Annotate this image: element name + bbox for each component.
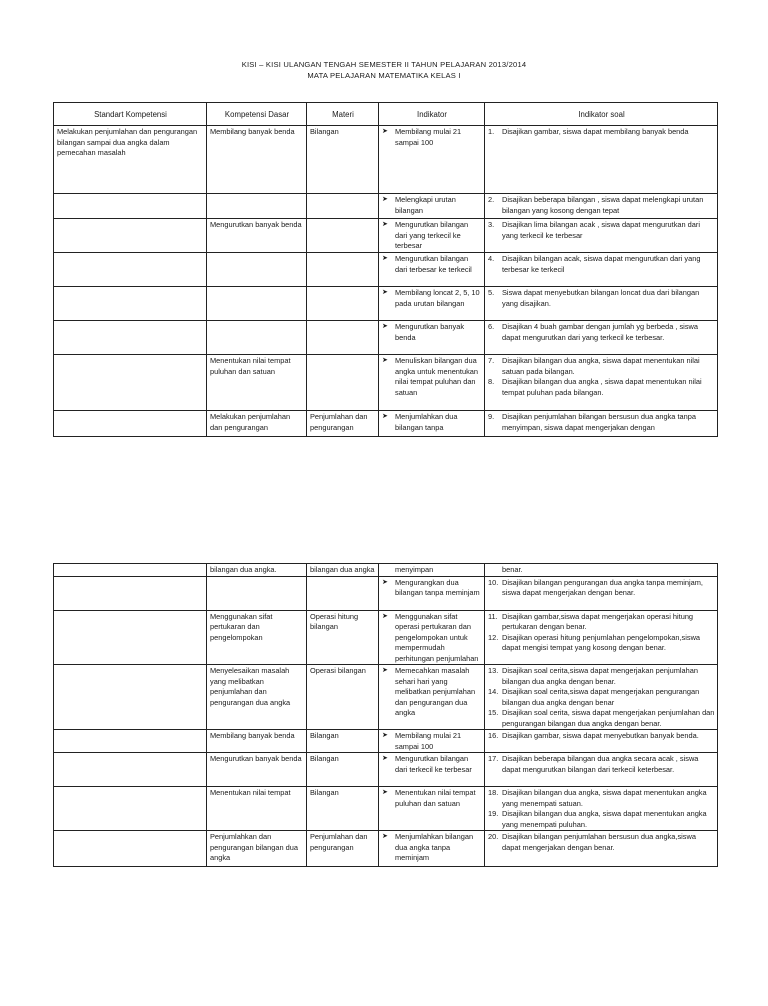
cell-indikator-soal xyxy=(485,287,718,321)
soal-text: Disajikan bilangan dua angka, siswa dapat menentukan angka yang menempati satuan. xyxy=(502,788,707,808)
soal-item xyxy=(488,708,715,729)
table-row xyxy=(54,287,718,321)
soal-number: 20. xyxy=(488,832,499,842)
cell-materi: Bilangan xyxy=(307,753,379,787)
indikator-text: Membilang mulai 21 sampai 100 xyxy=(395,127,462,147)
soal-text: Disajikan gambar, siswa dapat menyebutkan banyak benda. xyxy=(502,731,699,741)
soal-number: 11. xyxy=(488,611,498,621)
soal-text: Disajikan bilangan dua angka, siswa dapat menentukan angka yang menempati puluhan. xyxy=(502,809,707,829)
table-row xyxy=(54,194,718,219)
indikator-item xyxy=(382,612,482,665)
soal-text: Disajikan 4 buah gambar dengan jumlah yg berbeda , siswa dapat mengurutkan dari yang terkecil ke terbesar. xyxy=(502,322,698,342)
soal-number: 13. xyxy=(488,666,499,676)
arrow-bullet-icon: ➤ xyxy=(382,833,388,841)
soal-number xyxy=(488,565,502,576)
table-row xyxy=(54,126,718,194)
soal-number: 6. xyxy=(488,322,495,331)
soal-item xyxy=(488,666,715,687)
arrow-bullet-icon: ➤ xyxy=(382,755,388,763)
cell-standart-kompetensi xyxy=(54,576,207,610)
table-row xyxy=(54,564,718,577)
arrow-bullet-icon: ➤ xyxy=(382,413,388,420)
cell-kompetensi-dasar: Menyelesaikan masalah yang melibatkan penjumlahan dan pengurangan dua angka xyxy=(207,665,307,730)
soal-item xyxy=(488,633,715,654)
cell-kompetensi-dasar xyxy=(207,253,307,287)
cell-indikator xyxy=(379,564,485,577)
indikator-item xyxy=(382,288,482,309)
cell-kompetensi-dasar xyxy=(207,576,307,610)
soal-item xyxy=(488,220,715,241)
soal-number: 10. xyxy=(488,577,499,587)
soal-text: Disajikan gambar,siswa dapat mengerjakan operasi hitung pertukaran dengan benar. xyxy=(502,611,694,632)
cell-standart-kompetensi xyxy=(54,253,207,287)
indikator-text: Mengurutkan bilangan dari terkecil ke terbesar xyxy=(395,754,472,774)
arrow-bullet-icon xyxy=(382,565,395,576)
soal-text: Disajikan gambar, siswa dapat membilang banyak benda xyxy=(502,127,689,136)
cell-standart-kompetensi xyxy=(54,665,207,730)
cell-standart-kompetensi xyxy=(54,287,207,321)
soal-number: 14. xyxy=(488,687,499,697)
table-row xyxy=(54,253,718,287)
cell-indikator xyxy=(379,355,485,411)
header-materi: Materi xyxy=(307,103,379,126)
cell-indikator-soal xyxy=(485,576,718,610)
soal-text: Disajikan bilangan acak, siswa dapat mengurutkan dari yang terbesar ke terkecil xyxy=(502,254,701,274)
cell-standart-kompetensi xyxy=(54,411,207,437)
soal-item xyxy=(488,195,715,216)
indikator-item xyxy=(382,195,482,216)
soal-number: 4. xyxy=(488,254,495,263)
arrow-bullet-icon: ➤ xyxy=(382,612,388,620)
soal-text: Disajikan operasi hitung penjumlahan pengelompokan,siswa dapat mengisi tempat yang kosong dengan benar. xyxy=(502,632,701,653)
cell-kompetensi-dasar: Membilang banyak benda xyxy=(207,126,307,194)
cell-materi xyxy=(307,576,379,610)
cell-indikator-soal xyxy=(485,831,718,867)
arrow-bullet-icon: ➤ xyxy=(382,323,388,330)
arrow-bullet-icon: ➤ xyxy=(382,732,388,740)
soal-text: Siswa dapat menyebutkan bilangan loncat dua dari bilangan yang disajikan. xyxy=(502,288,700,308)
cell-indikator-soal xyxy=(485,753,718,787)
soal-number: 1. xyxy=(488,127,495,136)
table-header-row xyxy=(54,103,718,126)
soal-item xyxy=(488,687,715,708)
cell-indikator xyxy=(379,287,485,321)
cell-materi: Penjumlahan dan pengurangan xyxy=(307,411,379,437)
indikator-text: Mengurutkan bilangan dari yang terkecil ke terbesar xyxy=(395,220,469,251)
cell-materi: bilangan dua angka xyxy=(307,564,379,577)
arrow-bullet-icon: ➤ xyxy=(382,196,388,203)
arrow-bullet-icon: ➤ xyxy=(382,221,388,228)
cell-indikator xyxy=(379,126,485,194)
table-row xyxy=(54,753,718,787)
cell-standart-kompetensi: Melakukan penjumlahan dan pengurangan bilangan sampai dua angka dalam pemecahan masalah xyxy=(54,126,207,194)
soal-number: 16. xyxy=(488,731,499,741)
cell-indikator xyxy=(379,219,485,253)
soal-number: 3. xyxy=(488,220,495,229)
kisi-table-page2 xyxy=(53,563,718,867)
arrow-bullet-icon: ➤ xyxy=(382,578,388,586)
cell-kompetensi-dasar: bilangan dua angka. xyxy=(207,564,307,577)
cell-materi xyxy=(307,287,379,321)
table-row xyxy=(54,787,718,831)
soal-text: benar. xyxy=(502,565,523,574)
indikator-item xyxy=(382,254,482,275)
arrow-bullet-icon: ➤ xyxy=(382,789,388,797)
soal-number: 18. xyxy=(488,788,499,798)
cell-indikator xyxy=(379,411,485,437)
cell-materi: Bilangan xyxy=(307,730,379,753)
indikator-text: Menggunakan sifat operasi pertukaran dan pengelompokan untuk mempermudah perhitungan penjumlahan xyxy=(395,611,479,663)
cell-kompetensi-dasar: Mengurutkan banyak benda xyxy=(207,219,307,253)
cell-indikator xyxy=(379,194,485,219)
cell-kompetensi-dasar: Menentukan nilai tempat puluhan dan satuan xyxy=(207,355,307,411)
soal-item xyxy=(488,612,715,633)
cell-materi xyxy=(307,219,379,253)
indikator-item xyxy=(382,412,482,433)
soal-item xyxy=(488,809,715,830)
soal-number: 7. xyxy=(488,356,495,365)
cell-standart-kompetensi xyxy=(54,610,207,665)
soal-item xyxy=(488,356,715,377)
cell-standart-kompetensi xyxy=(54,564,207,577)
arrow-bullet-icon: ➤ xyxy=(382,357,388,364)
cell-materi xyxy=(307,321,379,355)
soal-number: 8. xyxy=(488,377,495,387)
arrow-bullet-icon: ➤ xyxy=(382,128,388,135)
indikator-text: Menentukan nilai tempat puluhan dan satuan xyxy=(395,788,476,808)
arrow-bullet-icon: ➤ xyxy=(382,255,388,262)
soal-number: 9. xyxy=(488,412,495,421)
header-standart-kompetensi: Standart Kompetensi xyxy=(54,103,207,126)
soal-number: 2. xyxy=(488,195,495,204)
indikator-item xyxy=(382,356,482,398)
cell-standart-kompetensi xyxy=(54,831,207,867)
indikator-item xyxy=(382,220,482,252)
kisi-table-page1 xyxy=(53,102,718,437)
table-row xyxy=(54,321,718,355)
soal-item xyxy=(488,731,715,742)
table-row xyxy=(54,355,718,411)
table-row xyxy=(54,576,718,610)
cell-indikator-soal xyxy=(485,126,718,194)
cell-indikator-soal xyxy=(485,564,718,577)
indikator-item xyxy=(382,322,482,343)
header-indikator: Indikator xyxy=(379,103,485,126)
soal-text: Disajikan bilangan dua angka, siswa dapat menentukan nilai satuan pada bilangan. xyxy=(502,356,700,376)
table-row xyxy=(54,831,718,867)
indikator-item xyxy=(382,666,482,719)
cell-kompetensi-dasar: Membilang banyak benda xyxy=(207,730,307,753)
soal-item xyxy=(488,254,715,275)
arrow-bullet-icon: ➤ xyxy=(382,289,388,296)
soal-item xyxy=(488,832,715,853)
cell-standart-kompetensi xyxy=(54,219,207,253)
cell-materi: Operasi bilangan xyxy=(307,665,379,730)
soal-text: Disajikan bilangan dua angka , siswa dapat menentukan nilai tempat puluhan pada bilangan. xyxy=(502,377,702,397)
soal-text: Disajikan soal cerita,siswa dapat mengerjakan pengurangan bilangan dua angka dengan benar xyxy=(502,687,700,707)
soal-text: Disajikan bilangan penjumlahan bersusun dua angka,siswa dapat mengerjakan dengan benar. xyxy=(502,832,696,852)
indikator-item xyxy=(382,832,482,864)
indikator-text: menyimpan xyxy=(395,565,434,574)
cell-indikator-soal xyxy=(485,610,718,665)
table-row xyxy=(54,219,718,253)
cell-standart-kompetensi xyxy=(54,355,207,411)
cell-indikator xyxy=(379,253,485,287)
cell-materi: Operasi hitung bilangan xyxy=(307,610,379,665)
indikator-item xyxy=(382,731,482,752)
indikator-text: Membilang mulai 21 sampai 100 xyxy=(395,731,462,751)
soal-item xyxy=(488,288,715,309)
cell-kompetensi-dasar xyxy=(207,287,307,321)
soal-item xyxy=(488,127,715,138)
table-row xyxy=(54,665,718,730)
cell-standart-kompetensi xyxy=(54,730,207,753)
indikator-text: Menjumlahkan bilangan dua angka tanpa meminjam xyxy=(395,832,474,863)
soal-number: 12. xyxy=(488,632,499,642)
indikator-text: Menuliskan bilangan dua angka untuk menentukan nilai tempat puluhan dan satuan xyxy=(395,356,479,397)
arrow-bullet-icon: ➤ xyxy=(382,667,388,675)
cell-materi xyxy=(307,355,379,411)
cell-kompetensi-dasar xyxy=(207,321,307,355)
indikator-text: Mengurutkan bilangan dari terbesar ke terkecil xyxy=(395,254,472,274)
soal-text: Disajikan beberapa bilangan dua angka secara acak , siswa dapat mengurutkan bilangan dari terkecil keterbesar. xyxy=(502,754,699,774)
cell-kompetensi-dasar: Menentukan nilai tempat xyxy=(207,787,307,831)
cell-standart-kompetensi xyxy=(54,753,207,787)
indikator-item xyxy=(382,754,482,775)
cell-indikator xyxy=(379,753,485,787)
soal-item xyxy=(488,412,715,433)
indikator-text: Melengkapi urutan bilangan xyxy=(395,195,456,215)
soal-number: 17. xyxy=(488,754,499,764)
cell-materi: Penjumlahan dan pengurangan xyxy=(307,831,379,867)
indikator-item xyxy=(382,565,482,576)
soal-item xyxy=(488,565,715,576)
cell-indikator-soal xyxy=(485,219,718,253)
soal-text: Disajikan lima bilangan acak , siswa dapat mengurutkan dari yang terkecil ke terbesar xyxy=(502,220,701,240)
cell-indikator xyxy=(379,610,485,665)
cell-indikator xyxy=(379,665,485,730)
cell-materi xyxy=(307,194,379,219)
document-title-line2: MATA PELAJARAN MATEMATIKA KELAS I xyxy=(307,71,461,80)
cell-materi: Bilangan xyxy=(307,787,379,831)
cell-materi xyxy=(307,253,379,287)
indikator-text: Menjumlahkan dua bilangan tanpa xyxy=(395,412,458,432)
indikator-item xyxy=(382,578,482,599)
document-title-line1: KISI – KISI ULANGAN TENGAH SEMESTER II TAHUN PELAJARAN 2013/2014 xyxy=(241,60,527,69)
cell-kompetensi-dasar: Penjumlahkan dan pengurangan bilangan dua angka xyxy=(207,831,307,867)
table-row xyxy=(54,411,718,437)
indikator-item xyxy=(382,788,482,809)
cell-indikator xyxy=(379,321,485,355)
header-kompetensi-dasar: Kompetensi Dasar xyxy=(207,103,307,126)
soal-number: 19. xyxy=(488,809,499,819)
cell-standart-kompetensi xyxy=(54,194,207,219)
cell-kompetensi-dasar: Melakukan penjumlahan dan pengurangan xyxy=(207,411,307,437)
soal-text: Disajikan bilangan pengurangan dua angka tanpa meminjam, siswa dapat mengerjakan dengan benar. xyxy=(502,577,703,598)
soal-item xyxy=(488,377,715,398)
cell-indikator-soal xyxy=(485,787,718,831)
cell-indikator-soal xyxy=(485,194,718,219)
indikator-text: Memecahkan masalah sehari hari yang melibatkan penjumlahan dan pengurangan dua angka xyxy=(395,666,476,718)
soal-item xyxy=(488,578,715,599)
indikator-text: Mengurutkan banyak benda xyxy=(395,322,465,342)
soal-text: Disajikan soal cerita, siswa dapat mengerjakan penjumlahan dan pengurangan bilangan dua angka dengan benar. xyxy=(502,708,715,728)
soal-item xyxy=(488,322,715,343)
cell-materi: Bilangan xyxy=(307,126,379,194)
cell-indikator xyxy=(379,831,485,867)
cell-indikator xyxy=(379,576,485,610)
table-row xyxy=(54,730,718,753)
soal-item xyxy=(488,788,715,809)
cell-indikator-soal xyxy=(485,665,718,730)
cell-kompetensi-dasar: Menggunakan sifat pertukaran dan pengelompokan xyxy=(207,610,307,665)
cell-indikator xyxy=(379,730,485,753)
cell-indikator-soal xyxy=(485,730,718,753)
soal-item xyxy=(488,754,715,775)
soal-text: Disajikan penjumlahan bilangan bersusun dua angka tanpa menyimpan, siswa dapat mengerjakan dengan xyxy=(502,412,696,432)
header-indikator-soal: Indikator soal xyxy=(485,103,718,126)
cell-indikator-soal xyxy=(485,355,718,411)
indikator-text: Mengurangkan dua bilangan tanpa meminjam xyxy=(395,577,480,598)
soal-text: Disajikan beberapa bilangan , siswa dapat melengkapi urutan bilangan yang kosong dengan tepat xyxy=(502,195,704,215)
indikator-item xyxy=(382,127,482,148)
soal-number: 5. xyxy=(488,288,495,297)
soal-number: 15. xyxy=(488,708,499,718)
cell-indikator xyxy=(379,787,485,831)
cell-standart-kompetensi xyxy=(54,787,207,831)
cell-standart-kompetensi xyxy=(54,321,207,355)
cell-kompetensi-dasar: Mengurutkan banyak benda xyxy=(207,753,307,787)
table-row xyxy=(54,610,718,665)
cell-kompetensi-dasar xyxy=(207,194,307,219)
cell-indikator-soal xyxy=(485,411,718,437)
indikator-text: Membilang loncat 2, 5, 10 pada urutan bilangan xyxy=(395,288,480,308)
soal-text: Disajikan soal cerita,siswa dapat mengerjakan penjumlahan bilangan dua angka dengan benar. xyxy=(502,666,698,686)
cell-indikator-soal xyxy=(485,321,718,355)
cell-indikator-soal xyxy=(485,253,718,287)
